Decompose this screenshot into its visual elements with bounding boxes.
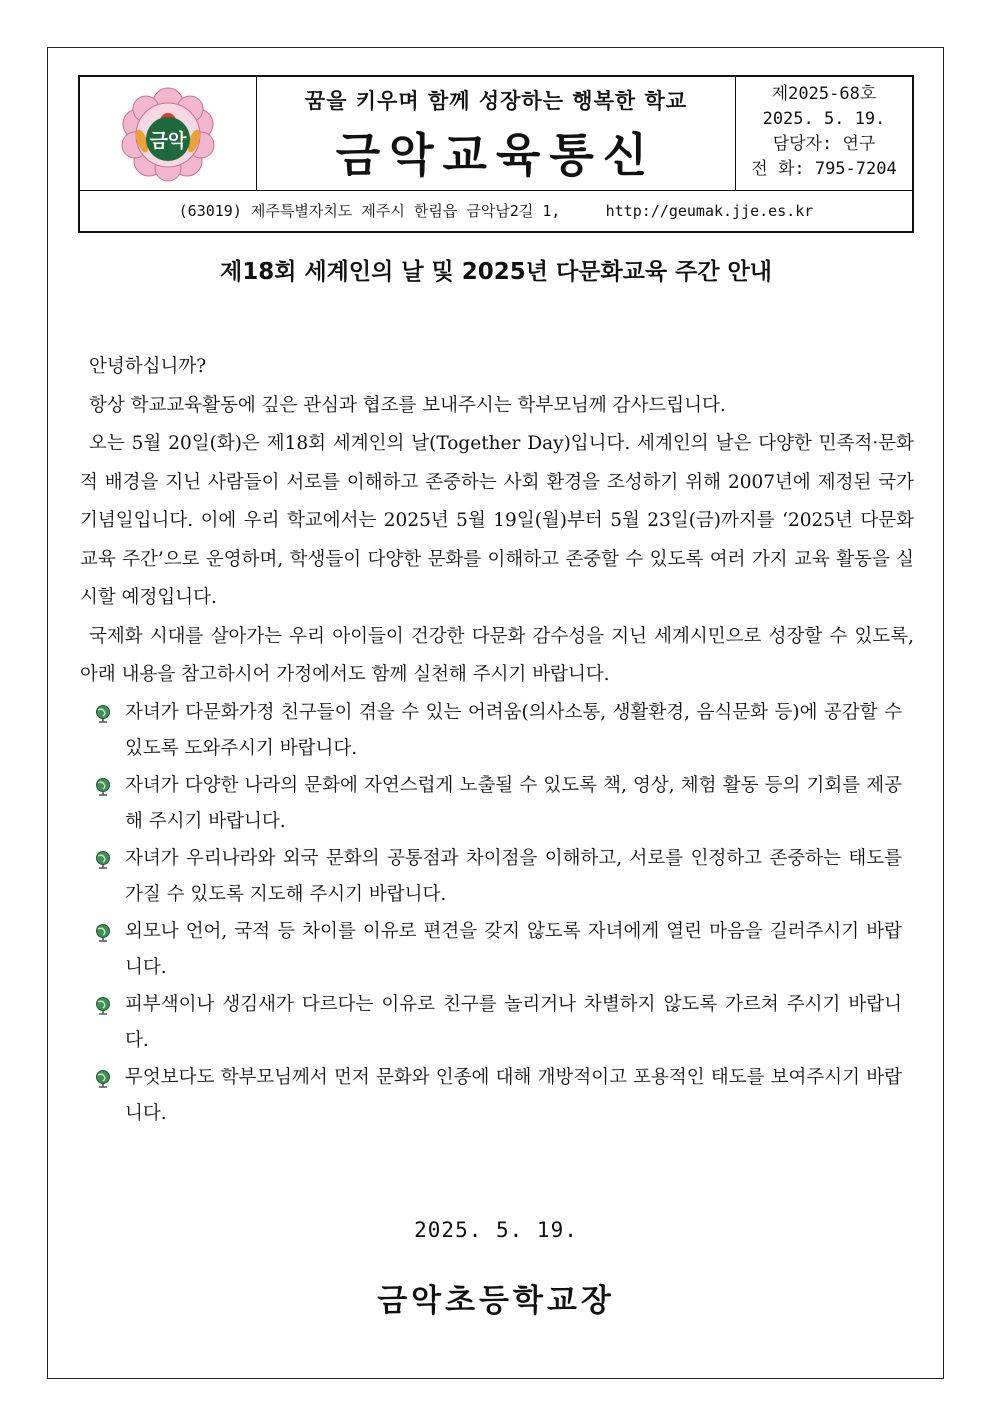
greeting: 안녕하십니까? xyxy=(89,356,207,377)
emblem-text: 금악 xyxy=(149,130,187,152)
issue-info-cell xyxy=(736,77,912,190)
list-item-text: 자녀가 다문화가정 친구들이 겪을 수 있는 어려움(의사소통, 생활환경, 음식문화 등)에 공감할 수 있도록 도와주시기 바랍니다. xyxy=(125,701,902,759)
list-item-text: 피부색이나 생김새가 다르다는 이유로 친구를 놀리거나 차별하지 않도록 가르쳐 주시기 바랍니다. xyxy=(125,993,902,1051)
newsletter-header xyxy=(78,75,914,233)
list-item xyxy=(80,841,914,914)
list-item xyxy=(80,987,914,1060)
school-url[interactable]: http://geumak.jje.es.kr xyxy=(605,202,814,220)
newsletter-name: 금악교육통신 xyxy=(335,128,657,182)
school-emblem xyxy=(80,77,257,190)
letter-body xyxy=(80,348,914,1133)
globe-icon xyxy=(94,704,112,724)
guidance-list xyxy=(80,695,914,1133)
school-address: (63019) 제주특별자치도 제주시 한림읍 금악남2길 1, xyxy=(178,202,561,220)
globe-icon xyxy=(94,996,112,1016)
globe-icon xyxy=(94,1069,112,1089)
person-in-charge: 담당자: 연구 xyxy=(772,134,876,154)
list-item-text: 자녀가 다양한 나라의 문화에 자연스럽게 노출될 수 있도록 책, 영상, 체험 활동 등의 기회를 제공해 주시기 바랍니다. xyxy=(125,774,902,832)
list-item-text: 외모나 언어, 국적 등 차이를 이유로 편견을 갖지 않도록 자녀에게 열린 마음을 길러주시기 바랍니다. xyxy=(125,920,902,978)
list-item xyxy=(80,914,914,987)
document-title: 제18회 세계인의 날 및 2025년 다문화교육 주간 안내 xyxy=(220,259,772,285)
globe-icon xyxy=(94,850,112,870)
school-slogan: 꿈을 키우며 함께 성장하는 행복한 학교 xyxy=(304,89,688,113)
issue-number: 제2025-68호 xyxy=(771,84,877,104)
intro-paragraph: 오는 5월 20일(화)은 제18회 세계인의 날(Together Day)입니다. 세계인의 날은 다양한 민족적·문화적 배경을 지닌 사람들이 서로를 이해하고 존중하는 사회 환경을 조성하기 위해 2007년에 제정된 국가기념일입니다. 이에 우리 학교에서는 2025년 5월 19일(월)부터 5월 23일(금)까지를 ‘2025년 다문화교육 주간’으로 운영하며, 학생들이 다양한 문화를 이해하고 존중할 수 있도록 여러 가지 교육 활동을 실시할 예정입니다. xyxy=(80,433,914,608)
address-row xyxy=(80,190,912,231)
request-paragraph: 국제화 시대를 살아가는 우리 아이들이 건강한 다문화 감수성을 지닌 세계시민으로 성장할 수 있도록, 아래 내용을 참고하시어 가정에서도 함께 실천해 주시기 바랍니다. xyxy=(80,625,914,685)
issue-date: 2025. 5. 19. xyxy=(762,109,886,129)
list-item-text: 무엇보다도 학부모님께서 먼저 문화와 인종에 대해 개방적이고 포용적인 태도를 보여주시기 바랍니다. xyxy=(125,1066,902,1124)
thanks-line: 항상 학교교육활동에 깊은 관심과 협조를 보내주시는 학부모님께 감사드립니다. xyxy=(89,394,726,416)
list-item xyxy=(80,1060,914,1133)
principal-signature: 금악초등학교장 xyxy=(377,1283,615,1319)
globe-icon xyxy=(94,923,112,943)
list-item xyxy=(80,768,914,841)
phone-number: 전 화: 795-7204 xyxy=(751,159,897,179)
list-item-text: 자녀가 우리나라와 외국 문화의 공통점과 차이점을 이해하고, 서로를 인정하고 존중하는 태도를 가질 수 있도록 지도해 주시기 바랍니다. xyxy=(125,847,902,905)
globe-icon xyxy=(94,777,112,797)
list-item xyxy=(80,695,914,768)
title-cell xyxy=(257,77,736,190)
letter-date: 2025. 5. 19. xyxy=(414,1218,578,1242)
school-logo-cell xyxy=(80,77,257,190)
